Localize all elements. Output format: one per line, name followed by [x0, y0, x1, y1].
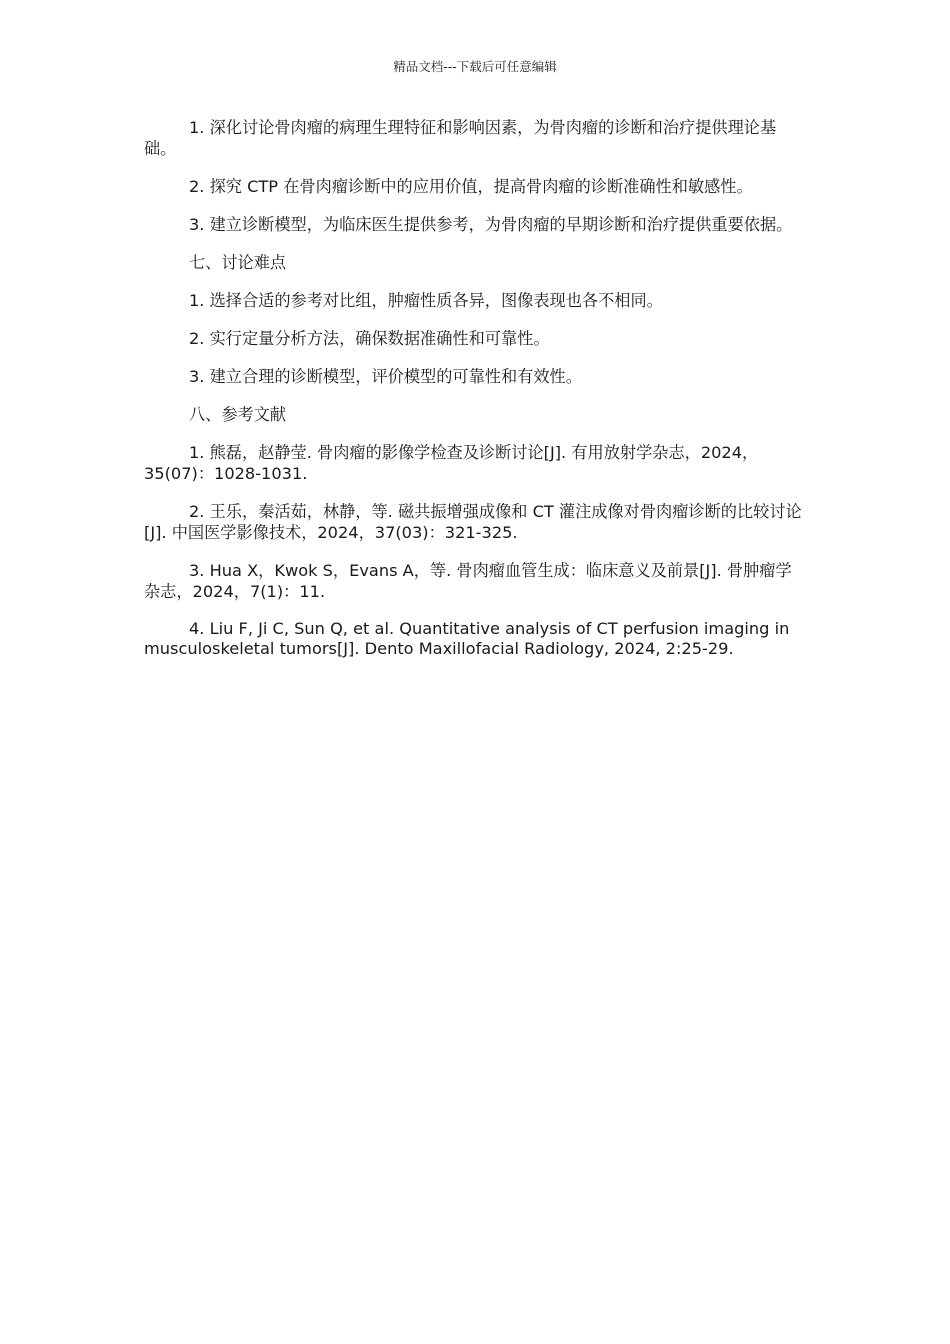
- objective-1: 1. 深化讨论骨肉瘤的病理生理特征和影响因素，为骨肉瘤的诊断和治疗提供理论基础。: [144, 118, 777, 158]
- difficulty-1: 1. 选择合适的参考对比组，肿瘤性质各异，图像表现也各不相同。: [189, 291, 663, 310]
- section-heading-difficulties: 七、讨论难点: [189, 253, 287, 272]
- objective-3: 3. 建立诊断模型，为临床医生提供参考，为骨肉瘤的早期诊断和治疗提供重要依据。: [189, 215, 793, 234]
- objective-2: 2. 探究 CTP 在骨肉瘤诊断中的应用价值，提高骨肉瘤的诊断准确性和敏感性。: [189, 177, 753, 196]
- section-heading-references: 八、参考文献: [189, 405, 287, 424]
- reference-4: 4. Liu F, Ji C, Sun Q, et al. Quantitative analysis of CT perfusion imaging in musculoskeletal tumors[J]. Dento Maxillofacial Radiology, 2024, 2:25-29.: [144, 619, 790, 658]
- reference-1: 1. 熊磊，赵静莹. 骨肉瘤的影像学检查及诊断讨论[J]. 有用放射学杂志，2024，35(07)：1028-1031.: [144, 443, 759, 483]
- reference-2: 2. 王乐，秦活茹，林静，等. 磁共振增强成像和 CT 灌注成像对骨肉瘤诊断的比较讨论[J]. 中国医学影像技术，2024，37(03)：321-325.: [144, 502, 802, 542]
- difficulty-3: 3. 建立合理的诊断模型，评价模型的可靠性和有效性。: [189, 367, 582, 386]
- page-header: 精品文档---下载后可任意编辑: [393, 59, 557, 74]
- reference-3: 3. Hua X，Kwok S，Evans A，等. 骨肉瘤血管生成：临床意义及前景[J]. 骨肿瘤学杂志，2024，7(1)：11.: [144, 561, 792, 601]
- difficulty-2: 2. 实行定量分析方法，确保数据准确性和可靠性。: [189, 329, 550, 348]
- document-body: [144, 117, 806, 676]
